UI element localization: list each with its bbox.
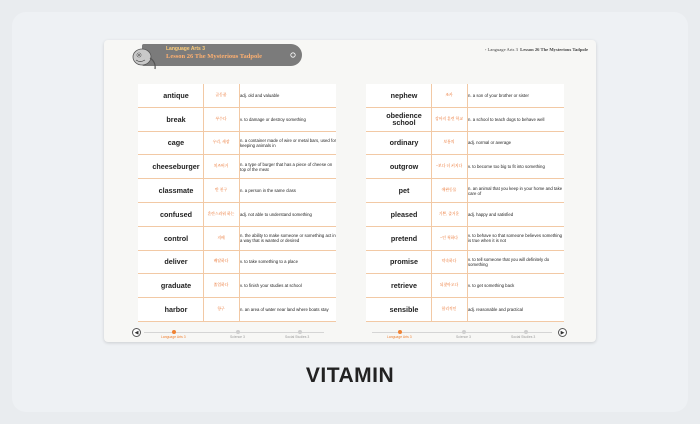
column-divider: [203, 298, 204, 321]
nav-dot-right-2[interactable]: [462, 330, 466, 334]
vocab-row: [366, 132, 564, 156]
word-number: 2: [141, 116, 144, 122]
ebook-spread: [104, 40, 596, 342]
vocab-word: deliver: [164, 257, 188, 267]
tadpole-icon: [128, 42, 158, 72]
word-number: 15: [368, 188, 373, 194]
header-lesson-title: Lesson 26 The Mysterious Tadpole: [520, 47, 588, 52]
vocab-row: [138, 298, 336, 322]
vocab-row: [138, 251, 336, 275]
column-divider: [431, 298, 432, 321]
vocab-row: [366, 274, 564, 298]
korean-meaning: 강아지 훈련 학교: [435, 116, 463, 121]
definition: n. a son of your brother or sister: [468, 92, 529, 98]
vocab-row: [366, 108, 564, 132]
column-divider: [467, 274, 468, 297]
vocab-word: cage: [167, 138, 185, 148]
vocab-table-left: [138, 84, 336, 322]
column-divider: [239, 179, 240, 202]
vocab-word: graduate: [160, 281, 192, 291]
nav-track-left: [144, 332, 324, 333]
word-number: 10: [140, 307, 145, 313]
vocab-table-right: [366, 84, 564, 322]
column-divider: [239, 227, 240, 250]
column-divider: [467, 179, 468, 202]
lesson-category: Language Arts 3: [166, 46, 205, 52]
chevron-right-icon[interactable]: ▶: [558, 328, 567, 337]
word-number: 18: [368, 259, 373, 265]
column-divider: [431, 203, 432, 226]
word-number: 19: [368, 283, 373, 289]
column-divider: [203, 203, 204, 226]
word-number: 13: [368, 140, 373, 146]
vocab-row: [138, 84, 336, 108]
brand-caption: VITAMIN: [305, 364, 395, 387]
korean-meaning: ~인 척하다: [440, 235, 458, 240]
vocab-word: promise: [390, 257, 418, 267]
vocab-row: [138, 155, 336, 179]
column-divider: [467, 155, 468, 178]
column-divider: [203, 132, 204, 155]
vocab-row: [138, 227, 336, 251]
word-number: 8: [141, 259, 144, 265]
nav-label-left-2[interactable]: Science 3: [230, 335, 245, 339]
definition: v. to behave so that someone believes something is true when it is not: [468, 233, 563, 244]
definition: n. an area of water near land where boats stay: [240, 307, 329, 313]
column-divider: [431, 132, 432, 155]
column-divider: [239, 132, 240, 155]
vocab-row: [138, 179, 336, 203]
definition: v. to become too big to fit into something: [468, 164, 545, 170]
nav-label-left-3[interactable]: Social Studies 3: [285, 335, 310, 339]
word-number: 14: [368, 164, 373, 170]
word-number: 6: [141, 211, 144, 217]
word-number: 12: [368, 116, 373, 122]
nav-label-left-1[interactable]: Language Arts 3: [161, 335, 186, 339]
word-number: 20: [368, 307, 373, 313]
nav-dot-right-3[interactable]: [524, 330, 528, 334]
definition: n. a school to teach dogs to behave well: [468, 116, 545, 122]
vocab-word: control: [163, 233, 189, 243]
nav-dot-left-3[interactable]: [298, 330, 302, 334]
word-number: 7: [141, 235, 144, 241]
vocab-word: outgrow: [389, 162, 419, 172]
column-divider: [467, 203, 468, 226]
korean-meaning: 합리적인: [441, 307, 457, 312]
column-divider: [203, 155, 204, 178]
korean-meaning: 애완동물: [441, 188, 457, 193]
vocab-row: [138, 274, 336, 298]
vocab-word: pleased: [390, 209, 418, 219]
column-divider: [239, 84, 240, 107]
word-number: 4: [141, 164, 144, 170]
korean-meaning: 골동품: [215, 92, 227, 97]
vocab-word: cheeseburger: [152, 162, 200, 172]
column-divider: [467, 84, 468, 107]
korean-meaning: ~보다 더 커지다: [435, 164, 463, 169]
column-divider: [467, 298, 468, 321]
vocab-word: confused: [160, 209, 192, 219]
column-divider: [467, 132, 468, 155]
column-divider: [203, 274, 204, 297]
column-divider: [239, 298, 240, 321]
column-divider: [431, 179, 432, 202]
column-divider: [203, 227, 204, 250]
header-subject: Language Arts 3: [487, 47, 518, 52]
column-divider: [239, 203, 240, 226]
definition: n. the ability to make someone or something act in a way that is wanted or desired: [240, 233, 336, 244]
vocab-row: [138, 108, 336, 132]
word-number: 11: [368, 92, 373, 98]
column-divider: [239, 274, 240, 297]
column-divider: [467, 251, 468, 274]
vocab-word: break: [166, 114, 186, 124]
column-divider: [431, 155, 432, 178]
definition: v. to get something back: [468, 283, 515, 289]
definition: n. a container made of wire or metal bars, used for keeping animals in: [240, 137, 337, 148]
word-number: 3: [141, 140, 144, 146]
korean-meaning: 혼란스러워 하는: [207, 211, 235, 216]
word-number: 17: [368, 235, 373, 241]
vocab-row: [366, 227, 564, 251]
page-header-right: ◦ Language Arts 3 Lesson 26 The Mysterious Tadpole: [484, 47, 588, 52]
definition: v. to tell someone that you will definitely do something: [468, 256, 550, 267]
korean-meaning: 기쁜, 즐거운: [438, 211, 460, 216]
nav-dot-left-1[interactable]: [172, 330, 176, 334]
korean-meaning: 배달하다: [213, 259, 229, 264]
korean-meaning: 졸업하다: [213, 283, 229, 288]
definition: adj. reasonable and practical: [468, 307, 523, 313]
definition: n. a person in the same class: [240, 188, 296, 194]
vocab-word: harbor: [164, 304, 188, 314]
definition: v. to damage or destroy something: [240, 116, 306, 122]
word-number: 9: [141, 283, 144, 289]
vocab-word: retrieve: [391, 281, 417, 291]
word-number: 16: [368, 211, 373, 217]
definition: n. a type of burger that has a piece of cheese on top of the meat: [240, 161, 333, 172]
korean-meaning: 조카: [445, 92, 453, 97]
column-divider: [239, 108, 240, 131]
nav-label-right-2[interactable]: Science 3: [456, 335, 471, 339]
word-number: 5: [141, 188, 144, 194]
korean-meaning: 보통의: [443, 140, 455, 145]
column-divider: [431, 251, 432, 274]
nav-dot-left-2[interactable]: [236, 330, 240, 334]
vocab-word: ordinary: [389, 138, 419, 148]
vocab-row: [138, 203, 336, 227]
vocab-row: [366, 155, 564, 179]
column-divider: [431, 108, 432, 131]
korean-meaning: 되찾아오다: [439, 283, 459, 288]
column-divider: [467, 108, 468, 131]
nav-label-right-1[interactable]: Language Arts 3: [387, 335, 412, 339]
vocab-word: pretend: [390, 233, 418, 243]
definition: n. an animal that you keep in your home and take care of: [468, 185, 563, 196]
vocab-word: sensible: [389, 304, 419, 314]
korean-meaning: 약속하다: [441, 259, 457, 264]
korean-meaning: 치즈버거: [213, 164, 229, 169]
vocab-word: obedience school: [386, 110, 422, 128]
definition: adj. old and valuable: [240, 92, 280, 98]
vocab-row: [366, 298, 564, 322]
vocab-row: [366, 84, 564, 108]
korean-meaning: 반 친구: [214, 188, 228, 193]
column-divider: [203, 251, 204, 274]
vocab-row: [366, 179, 564, 203]
column-divider: [203, 108, 204, 131]
vocab-row: [138, 132, 336, 156]
korean-meaning: 우리, 새장: [212, 140, 230, 145]
column-divider: [239, 251, 240, 274]
definition: adj. normal or average: [468, 140, 511, 146]
definition: v. to finish your studies at school: [240, 283, 302, 289]
chevron-left-icon[interactable]: ◀: [132, 328, 141, 337]
column-divider: [431, 84, 432, 107]
korean-meaning: 부수다: [215, 116, 227, 121]
nav-dot-right-1[interactable]: [398, 330, 402, 334]
vocab-row: [366, 251, 564, 275]
lesson-title: Lesson 26 The Mysterious Tadpole: [166, 53, 262, 60]
lesson-header: [104, 40, 304, 68]
column-divider: [239, 155, 240, 178]
korean-meaning: 항구: [217, 307, 225, 312]
korean-meaning: 지배: [217, 235, 225, 240]
definition: adj. not able to understand something: [240, 211, 312, 217]
circle-icon: [290, 52, 296, 58]
column-divider: [467, 227, 468, 250]
nav-label-right-3[interactable]: Social Studies 3: [511, 335, 536, 339]
column-divider: [431, 274, 432, 297]
column-divider: [431, 227, 432, 250]
vocab-word: classmate: [158, 185, 194, 195]
vocab-word: antique: [163, 90, 189, 100]
page-navigation: [104, 327, 596, 339]
word-number: 1: [141, 92, 144, 98]
vocab-word: pet: [398, 185, 410, 195]
vocab-row: [366, 203, 564, 227]
definition: v. to take something to a place: [240, 259, 298, 265]
column-divider: [203, 84, 204, 107]
column-divider: [203, 179, 204, 202]
vocab-word: nephew: [390, 90, 418, 100]
definition: adj. happy and satisfied: [468, 211, 514, 217]
